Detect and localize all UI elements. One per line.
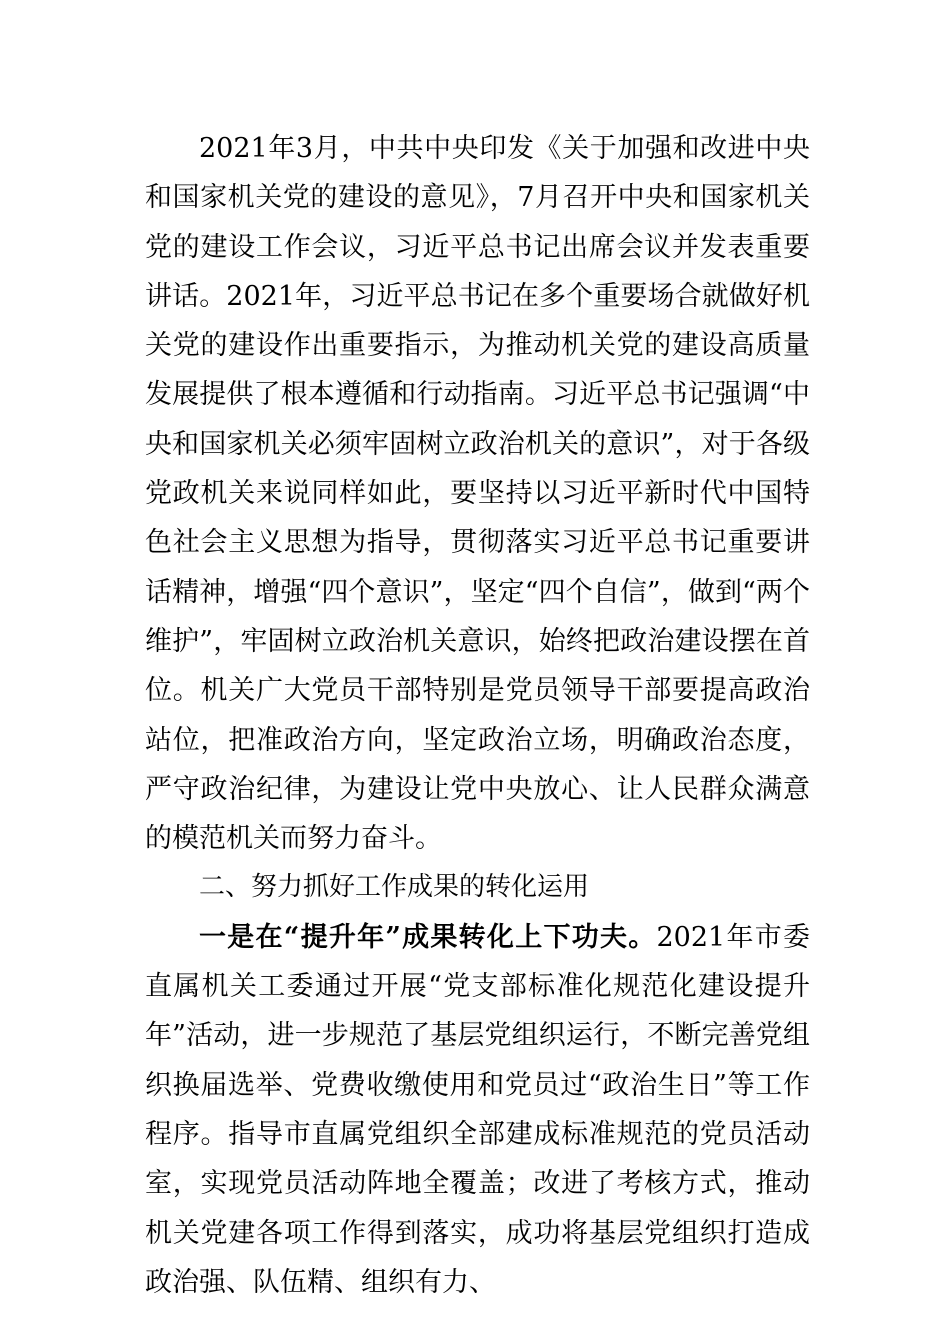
paragraph-lead: 一是在“提升年”成果转化上下功夫。 (199, 921, 657, 953)
paragraph-body: 2021年市委直属机关工委通过开展“党支部标准化规范化建设提升年”活动，进一步规范了基层党组织运行，不断完善党组织换届选举、党费收缴使用和党员过“政治生日”等工作程序。指导市直属党组织全部建成标准规范的党员活动室，实现党员活动阵地全覆盖；改进了考核方式，推动机关党建各项工作得到落实，成功将基层党组织打造成政治强、队伍精、组织有力、 (145, 921, 810, 1298)
document-page (145, 124, 810, 1307)
body-paragraph: 2021年3月，中共中央印发《关于加强和改进中央和国家机关党的建设的意见》，7月召开中央和国家机关党的建设工作会议，习近平总书记出席会议并发表重要讲话。2021年，习近平总书记在多个重要场合就做好机关党的建设作出重要指示，为推动机关党的建设高质量发展提供了根本遵循和行动指南。习近平总书记强调“中央和国家机关必须牢固树立政治机关的意识”，对于各级党政机关来说同样如此，要坚持以习近平新时代中国特色社会主义思想为指导，贯彻落实习近平总书记重要讲话精神，增强“四个意识”，坚定“四个自信”，做到“两个维护”，牢固树立政治机关意识，始终把政治建设摆在首位。机关广大党员干部特别是党员领导干部要提高政治站位，把准政治方向，坚定政治立场，明确政治态度，严守政治纪律，为建设让党中央放心、让人民群众满意的模范机关而努力奋斗。 (145, 133, 810, 855)
section-heading: 二、努力抓好工作成果的转化运用 (199, 872, 590, 903)
body-paragraph (145, 913, 810, 1307)
